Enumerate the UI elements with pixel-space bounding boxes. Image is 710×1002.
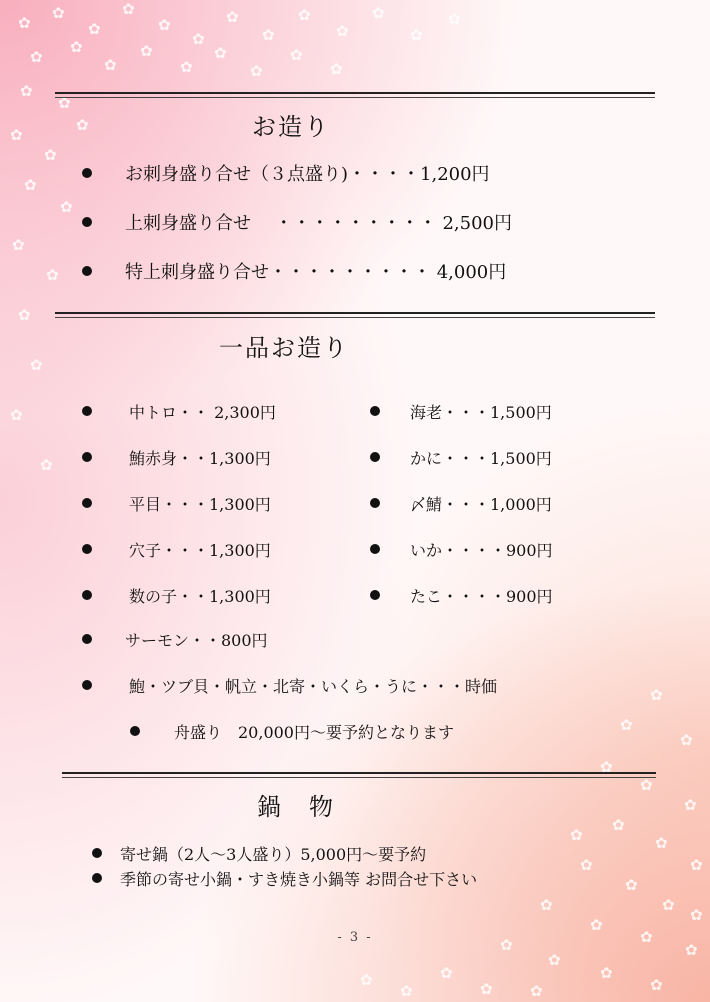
- svg-text:✿: ✿: [600, 964, 613, 982]
- svg-text:✿: ✿: [410, 26, 423, 44]
- svg-text:✿: ✿: [70, 38, 83, 56]
- svg-text:✿: ✿: [30, 356, 43, 374]
- bullet-icon: [82, 266, 92, 276]
- svg-text:✿: ✿: [192, 30, 205, 48]
- bullet-icon: [92, 873, 102, 883]
- bullet-icon: [82, 680, 92, 690]
- bullet-icon: [82, 217, 92, 227]
- section-title-otsukuri: お造り: [252, 113, 330, 141]
- svg-text:✿: ✿: [46, 266, 59, 284]
- section-divider: [62, 772, 656, 778]
- svg-text:✿: ✿: [158, 16, 171, 34]
- svg-text:✿: ✿: [88, 20, 101, 38]
- menu-item: かに・・・1,500円: [370, 444, 552, 470]
- svg-text:✿: ✿: [620, 716, 633, 734]
- menu-item: いか・・・・900円: [370, 536, 553, 562]
- svg-text:✿: ✿: [330, 60, 343, 78]
- svg-text:✿: ✿: [58, 94, 71, 112]
- svg-text:✿: ✿: [372, 4, 385, 22]
- svg-text:✿: ✿: [104, 56, 117, 74]
- menu-item: 特上刺身盛り合せ・・・・・・・・・ 4,000円: [82, 256, 506, 286]
- bullet-icon: [130, 726, 140, 736]
- menu-item: 鮑・ツブ貝・帆立・北寄・いくら・うに・・・時価: [82, 672, 497, 698]
- svg-text:✿: ✿: [590, 916, 603, 934]
- bullet-icon: [370, 590, 380, 600]
- svg-text:✿: ✿: [18, 306, 31, 324]
- bullet-icon: [370, 406, 380, 416]
- svg-text:✿: ✿: [612, 816, 625, 834]
- bullet-icon: [82, 452, 92, 462]
- svg-text:✿: ✿: [180, 58, 193, 76]
- svg-text:✿: ✿: [540, 896, 553, 914]
- menu-item: お刺身盛り合せ（３点盛り)・・・・1,200円: [82, 158, 490, 188]
- svg-text:✿: ✿: [298, 6, 311, 24]
- svg-text:✿: ✿: [76, 116, 89, 134]
- svg-text:✿: ✿: [662, 896, 675, 914]
- menu-item: 数の子・・1,300円: [82, 582, 271, 608]
- menu-item: 寄せ鍋（2人～3人盛り）5,000円～要予約: [92, 841, 426, 865]
- svg-text:✿: ✿: [20, 82, 33, 100]
- svg-text:✿: ✿: [684, 796, 697, 814]
- bullet-icon: [82, 634, 92, 644]
- svg-text:✿: ✿: [10, 406, 23, 424]
- svg-text:✿: ✿: [650, 686, 663, 704]
- svg-text:✿: ✿: [40, 456, 53, 474]
- svg-text:✿: ✿: [680, 731, 693, 749]
- svg-text:✿: ✿: [24, 176, 37, 194]
- funamori-item: 舟盛り 20,000円～要予約となります: [130, 718, 454, 744]
- svg-text:✿: ✿: [140, 42, 153, 60]
- svg-text:✿: ✿: [226, 8, 239, 26]
- menu-item: 穴子・・・1,300円: [82, 536, 271, 562]
- svg-text:✿: ✿: [448, 10, 461, 28]
- menu-item: 海老・・・1,500円: [370, 398, 552, 424]
- svg-text:✿: ✿: [336, 22, 349, 40]
- svg-text:✿: ✿: [52, 4, 65, 22]
- bullet-icon: [82, 498, 92, 508]
- menu-item: サーモン・・800円: [82, 626, 268, 652]
- svg-text:✿: ✿: [600, 758, 613, 776]
- section-title-ippin: 一品お造り: [219, 334, 349, 362]
- bullet-icon: [82, 406, 92, 416]
- page-number: - 3 -: [337, 930, 373, 945]
- menu-item: 平目・・・1,300円: [82, 490, 271, 516]
- bullet-icon: [370, 498, 380, 508]
- menu-item: 鮪赤身・・1,300円: [82, 444, 271, 470]
- svg-text:✿: ✿: [262, 26, 275, 44]
- svg-text:✿: ✿: [60, 198, 73, 216]
- svg-text:✿: ✿: [360, 971, 373, 989]
- svg-text:✿: ✿: [570, 826, 583, 844]
- svg-text:✿: ✿: [214, 44, 227, 62]
- svg-text:✿: ✿: [122, 0, 135, 18]
- svg-text:✿: ✿: [650, 976, 663, 994]
- svg-text:✿: ✿: [530, 982, 543, 1000]
- svg-text:✿: ✿: [548, 951, 561, 969]
- svg-text:✿: ✿: [30, 48, 43, 66]
- svg-text:✿: ✿: [640, 776, 653, 794]
- svg-text:✿: ✿: [655, 834, 668, 852]
- section-divider: [55, 312, 655, 318]
- menu-item: 季節の寄せ小鍋・すき焼き小鍋等 お問合せ下さい: [92, 866, 477, 890]
- svg-text:✿: ✿: [500, 936, 513, 954]
- menu-item: 中トロ・・ 2,300円: [82, 398, 276, 424]
- svg-text:✿: ✿: [250, 62, 263, 80]
- svg-text:✿: ✿: [685, 941, 698, 959]
- section-divider: [55, 92, 655, 98]
- svg-text:✿: ✿: [440, 964, 453, 982]
- svg-text:✿: ✿: [580, 856, 593, 874]
- menu-item: たこ・・・・900円: [370, 582, 553, 608]
- svg-text:✿: ✿: [690, 856, 703, 874]
- svg-text:✿: ✿: [640, 928, 653, 946]
- bullet-icon: [92, 848, 102, 858]
- svg-text:✿: ✿: [44, 146, 57, 164]
- svg-text:✿: ✿: [18, 14, 31, 32]
- bullet-icon: [82, 168, 92, 178]
- svg-text:✿: ✿: [10, 126, 23, 144]
- menu-item: 〆鯖・・・1,000円: [370, 490, 552, 516]
- svg-text:✿: ✿: [290, 46, 303, 64]
- bullet-icon: [82, 544, 92, 554]
- section-title-nabe: 鍋 物: [257, 793, 335, 821]
- svg-text:✿: ✿: [12, 236, 25, 254]
- svg-text:✿: ✿: [480, 980, 493, 998]
- menu-item: 上刺身盛り合せ ・・・・・・・・・ 2,500円: [82, 207, 512, 237]
- bullet-icon: [82, 590, 92, 600]
- svg-text:✿: ✿: [690, 906, 703, 924]
- bullet-icon: [370, 544, 380, 554]
- svg-text:✿: ✿: [625, 876, 638, 894]
- bullet-icon: [370, 452, 380, 462]
- svg-text:✿: ✿: [400, 982, 413, 1000]
